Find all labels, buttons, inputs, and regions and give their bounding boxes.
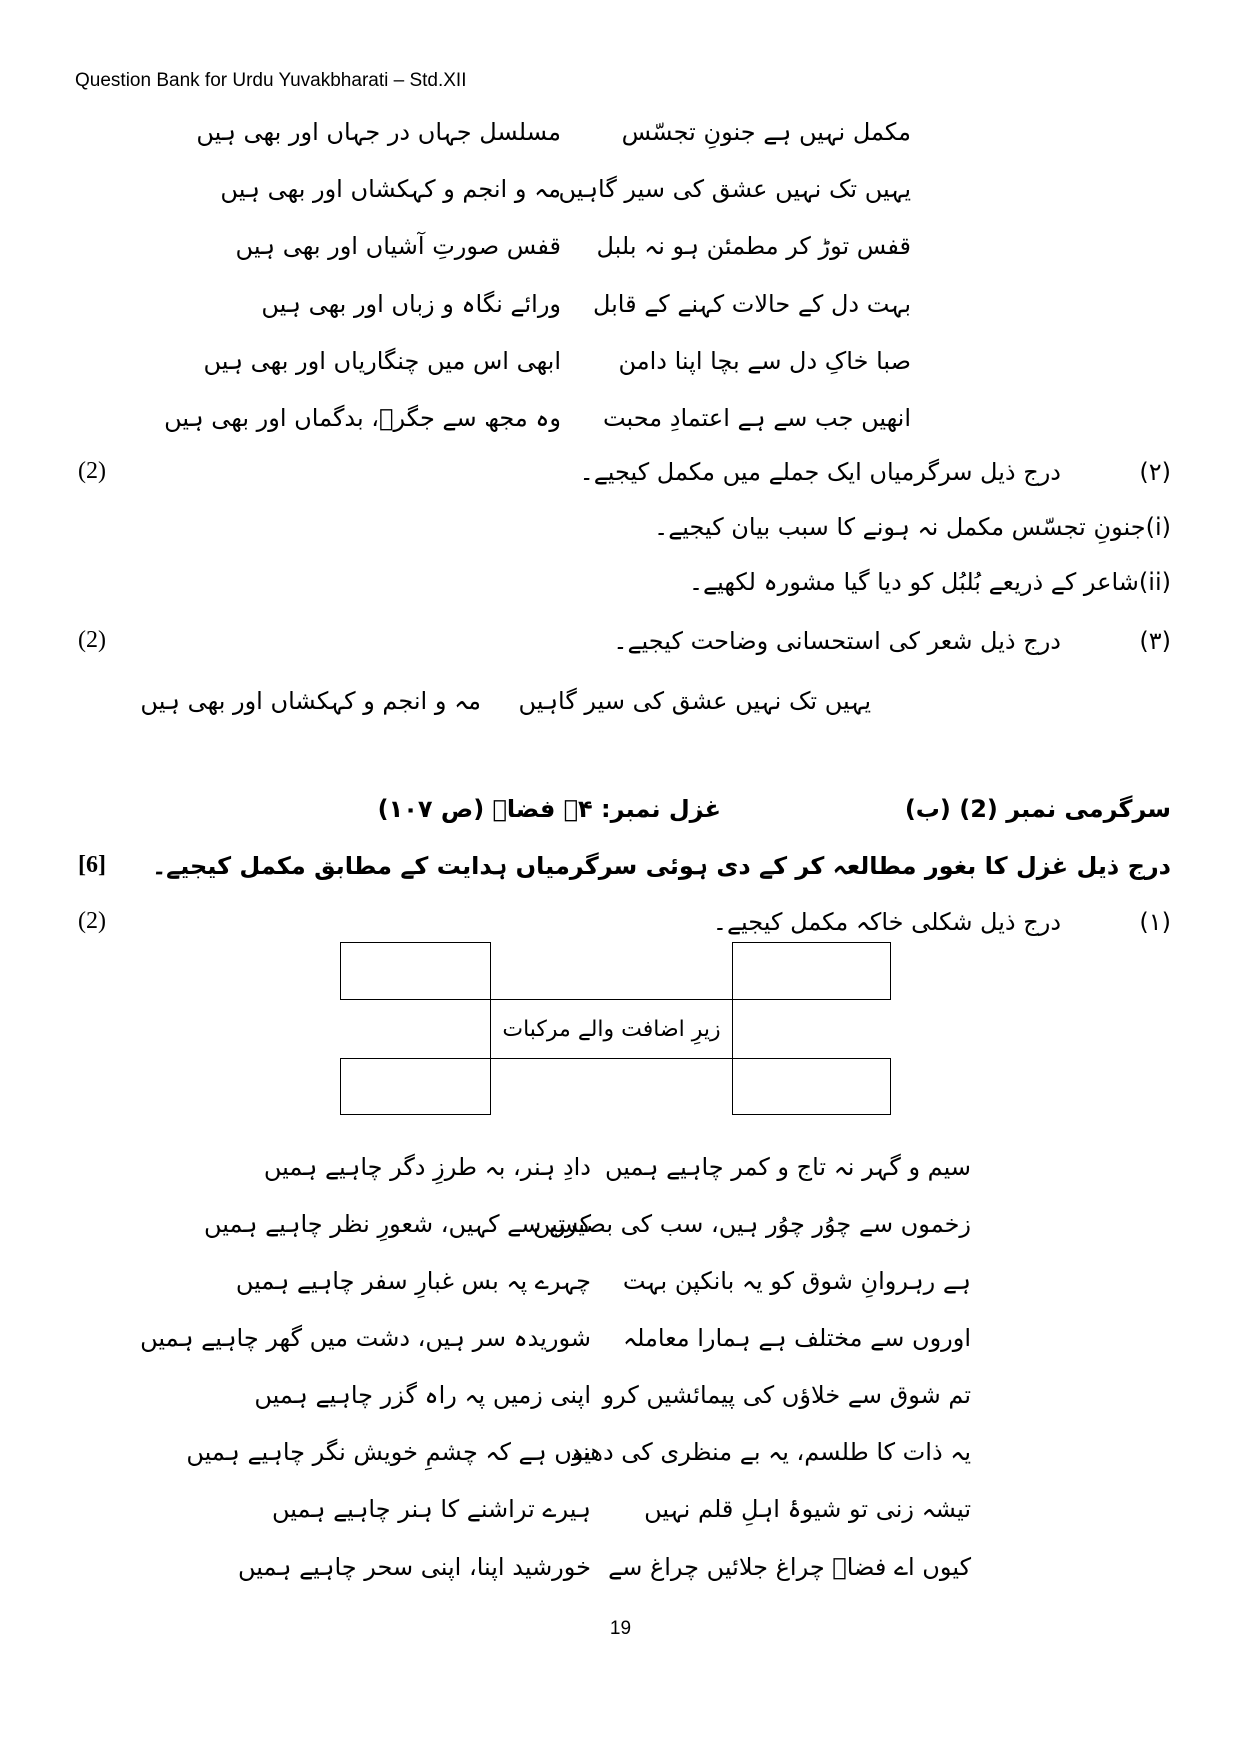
- verse-misra: کس سے کہیں، شعورِ نظر چاہیے ہمیں: [204, 1210, 591, 1238]
- question-number: (۳): [1139, 627, 1171, 655]
- verse-misra: ہیرے تراشنے کا ہنر چاہیے ہمیں: [271, 1495, 591, 1523]
- answer-box-bottom-left[interactable]: [340, 1058, 491, 1115]
- total-marks: [6]: [78, 852, 106, 878]
- verse-misra: انھیں جب سے ہے اعتمادِ محبت: [602, 404, 911, 432]
- verse-misra: صبا خاکِ دل سے بچا اپنا دامن: [618, 347, 911, 375]
- page-number: 19: [609, 1618, 632, 1639]
- verse-misra: اپنی زمیں پہ راہ گزر چاہیے ہمیں: [254, 1381, 591, 1409]
- answer-box-top-right[interactable]: [732, 942, 891, 1000]
- answer-box-bottom-right[interactable]: [732, 1058, 891, 1115]
- verse-misra: یہیں تک نہیں عشق کی سیر گاہیں: [558, 175, 911, 203]
- verse-misra: خورشید اپنا، اپنی سحر چاہیے ہمیں: [238, 1553, 591, 1581]
- verse-misra: کیوں اے فضاؔ چراغ جلائیں چراغ سے: [608, 1553, 971, 1581]
- verse-misra: اوروں سے مختلف ہے ہمارا معاملہ: [623, 1324, 971, 1352]
- marks-q3: (2): [78, 627, 106, 653]
- verse-misra: زخموں سے چوُر چوُر ہیں، سب کی بصیرتیں: [532, 1210, 971, 1238]
- sub-question-ii: (ii)شاعر کے ذریعے بُلبُل کو دیا گیا مشورہ لکھیے۔: [688, 568, 1171, 596]
- verse-misra: مکمل نہیں ہے جنونِ تجسّس: [621, 118, 911, 146]
- instruction-text: درج ذیل غزل کا بغور مطالعہ کر کے دی ہوئی سرگرمیاں ہدایت کے مطابق مکمل کیجیے۔: [152, 852, 1171, 880]
- answer-box-top-left[interactable]: [340, 942, 491, 1000]
- verse-misra: ہے رہروانِ شوق کو یہ بانکپن بہت: [622, 1267, 971, 1295]
- sub-question-i: (i)جنونِ تجسّس مکمل نہ ہونے کا سبب بیان کیجیے۔: [654, 513, 1171, 541]
- quoted-verse-misra: مہ و انجم و کہکشاں اور بھی ہیں: [140, 687, 481, 715]
- verse-misra: سیم و گہر نہ تاج و کمر چاہیے ہمیں: [605, 1153, 971, 1181]
- verse-misra: قفس صورتِ آشیاں اور بھی ہیں: [235, 232, 561, 260]
- document-header: Question Bank for Urdu Yuvakbharati – Std.XII: [75, 70, 467, 91]
- diagram-center-box: [490, 999, 733, 1059]
- verse-misra: تیشہ زنی تو شیوۂ اہلِ قلم نہیں: [644, 1495, 971, 1523]
- verse-misra: بہت دل کے حالات کہنے کے قابل: [592, 290, 911, 318]
- verse-misra: مہ و انجم و کہکشاں اور بھی ہیں: [220, 175, 561, 203]
- ghazal-heading: غزل نمبر: ۴۔ فضاؔ (ص ۱۰۷): [377, 795, 721, 823]
- quoted-verse-misra: یہیں تک نہیں عشق کی سیر گاہیں: [518, 687, 871, 715]
- question-number: (۱): [1139, 908, 1171, 936]
- verse-misra: تم شوق سے خلاؤں کی پیمائشیں کرو: [602, 1381, 971, 1409]
- verse-misra: ابھی اس میں چنگاریاں اور بھی ہیں: [203, 347, 561, 375]
- activity-heading: سرگرمی نمبر (2) (ب): [904, 795, 1171, 823]
- verse-misra: وہ مجھ سے جگرؔ، بدگماں اور بھی ہیں: [164, 404, 561, 432]
- marks-q2: (2): [78, 458, 106, 484]
- verse-misra: مسلسل جہاں در جہاں اور بھی ہیں: [196, 118, 561, 146]
- diagram-center-label: زیرِ اضافت والے مرکبات: [502, 1016, 721, 1042]
- verse-misra: یوں ہے کہ چشمِ خویش نگر چاہیے ہمیں: [186, 1438, 591, 1466]
- verse-misra: قفس توڑ کر مطمئن ہو نہ بلبل: [596, 232, 911, 260]
- marks-q1: (2): [78, 908, 106, 934]
- question-text: درج ذیل سرگرمیاں ایک جملے میں مکمل کیجیے۔: [579, 458, 1061, 486]
- question-text: درج ذیل شعر کی استحسانی وضاحت کیجیے۔: [613, 627, 1061, 655]
- verse-misra: شوریدہ سر ہیں، دشت میں گھر چاہیے ہمیں: [140, 1324, 591, 1352]
- verse-misra: ورائے نگاہ و زباں اور بھی ہیں: [261, 290, 561, 318]
- verse-misra: چہرے پہ بس غبارِ سفر چاہیے ہمیں: [235, 1267, 591, 1295]
- verse-misra: دادِ ہنر، بہ طرزِ دگر چاہیے ہمیں: [263, 1153, 591, 1181]
- verse-misra: یہ ذات کا طلسم، یہ بے منظری کی دھند: [570, 1438, 971, 1466]
- question-number: (۲): [1139, 458, 1171, 486]
- question-text: درج ذیل شکلی خاکہ مکمل کیجیے۔: [712, 908, 1061, 936]
